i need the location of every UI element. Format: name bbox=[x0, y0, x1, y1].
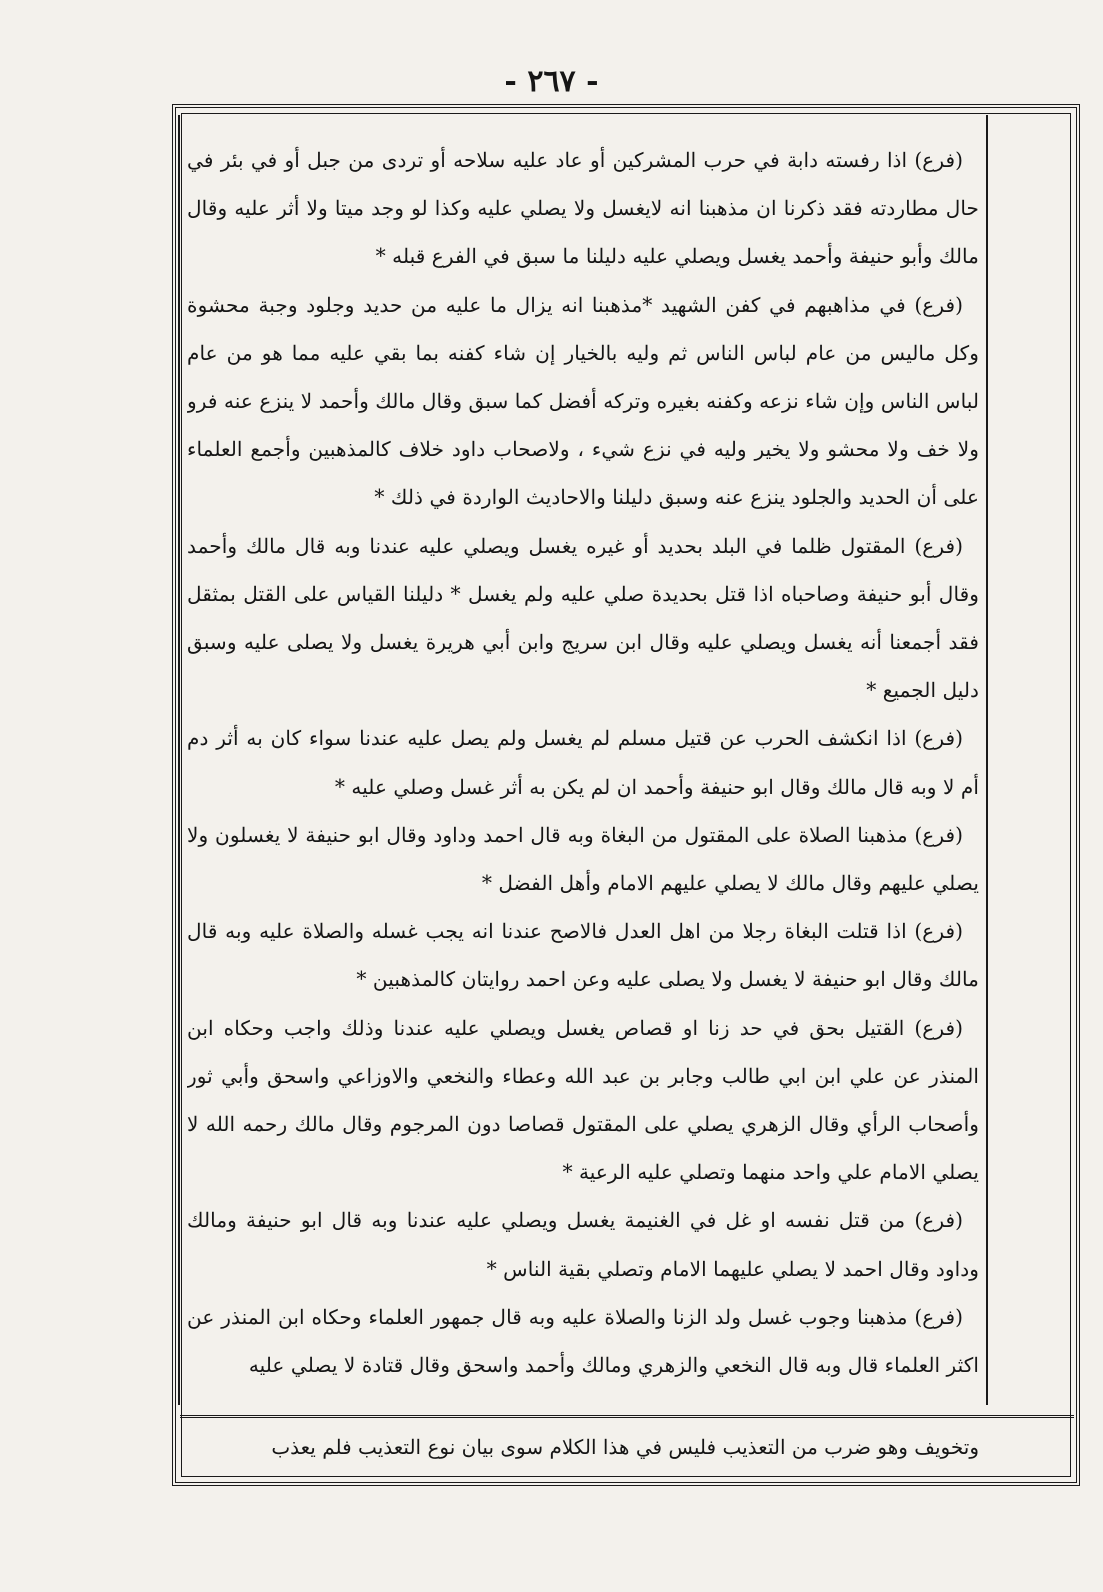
page-number: - ٢٦٧ - bbox=[504, 64, 599, 99]
paragraph-2: (فرع) في مذاهبهم في كفن الشهيد *مذهبنا انه يزال ما عليه من حديد وجلود وجبة محشوة وكل ماليس من عام لباس الناس ثم وليه بالخيار إن شاء كفنه بما بقي عليه مما هو من عام لباس الناس وإن شاء نزعه وكفنه بغيره وتركه أفضل كما سبق وقال مالك وأحمد لا ينزع عنه فرو ولا خف ولا محشو ولا يخير وليه في نزع شيء ، ولاصحاب داود خلاف كالمذهبين وأجمع العلماء على أن الحديد والجلود ينزع عنه وسبق دليلنا والاحاديث الواردة في ذلك * bbox=[187, 292, 979, 510]
main-text-body bbox=[187, 136, 979, 1430]
footnote-divider bbox=[180, 1415, 1074, 1418]
paragraph-7: (فرع) القتيل بحق في حد زنا او قصاص يغسل ويصلي عليه عندنا وذلك واجب وحكاه ابن المنذر عن علي ابن ابي طالب وجابر بن عبد الله وعطاء والنخعي والاوزاعي واسحق وأبي ثور وأصحاب الرأي وقال الزهري يصلي على المقتول قصاصا دون المرجوم وقال مالك رحمه الله لا يصلي الامام علي واحد منهما وتصلي عليه الرعية * bbox=[187, 1015, 979, 1185]
paragraph-6: (فرع) اذا قتلت البغاة رجلا من اهل العدل فالاصح عندنا انه يجب غسله والصلاة عليه وبه قال مالك وقال ابو حنيفة لا يغسل ولا يصلى عليه وعن احمد روايتان كالمذهبين * bbox=[187, 919, 979, 992]
paragraph-4: (فرع) اذا انكشف الحرب عن قتيل مسلم لم يغسل ولم يصل عليه عندنا سواء كان به أثر دم أم لا وبه قال مالك وقال ابو حنيفة وأحمد ان لم يكن به أثر غسل وصلي عليه * bbox=[187, 726, 979, 799]
right-margin-rule bbox=[986, 115, 988, 1405]
paragraph-1: (فرع) اذا رفسته دابة في حرب المشركين أو عاد عليه سلاحه أو تردى من جبل أو في بئر في حال مطاردته فقد ذكرنا ان مذهبنا انه لايغسل ولا يصلي عليه وكذا لو وجد ميتا ولا أثر عليه وقال مالك وأبو حنيفة وأحمد يغسل ويصلي عليه دليلنا ما سبق في الفرع قبله * bbox=[187, 148, 979, 269]
paragraph-9: (فرع) مذهبنا وجوب غسل ولد الزنا والصلاة عليه وبه قال جمهور العلماء وحكاه ابن المنذر عن اكثر العلماء قال وبه قال النخعي والزهري ومالك وأحمد واسحق وقال قتادة لا يصلي عليه bbox=[187, 1304, 979, 1378]
paragraph-8: (فرع) من قتل نفسه او غل في الغنيمة يغسل ويصلي عليه عندنا وبه قال ابو حنيفة ومالك وداود وقال احمد لا يصلي عليهما الامام وتصلي بقية الناس * bbox=[187, 1208, 979, 1281]
paragraph-3: (فرع) المقتول ظلما في البلد بحديد أو غيره يغسل ويصلي عليه عندنا وبه قال مالك وأحمد وقال أبو حنيفة وصاحباه اذا قتل بحديدة صلي عليه ولم يغسل * دليلنا القياس على القتل بمثقل فقد أجمعنا أنه يغسل ويصلي عليه وقال ابن سريج وابن أبي هريرة يغسل ولا يصلى عليه وسبق دليل الجميع * bbox=[187, 533, 979, 703]
left-margin-rule bbox=[178, 115, 180, 1405]
footnote-text: وتخويف وهو ضرب من التعذيب فليس في هذا الكلام سوى بيان نوع التعذيب فلم يعذب bbox=[271, 1435, 979, 1459]
paragraph-5: (فرع) مذهبنا الصلاة على المقتول من البغاة وبه قال احمد وداود وقال ابو حنيفة لا يغسلون ولا يصلي عليهم وقال مالك لا يصلي عليهم الامام وأهل الفضل * bbox=[187, 822, 979, 896]
